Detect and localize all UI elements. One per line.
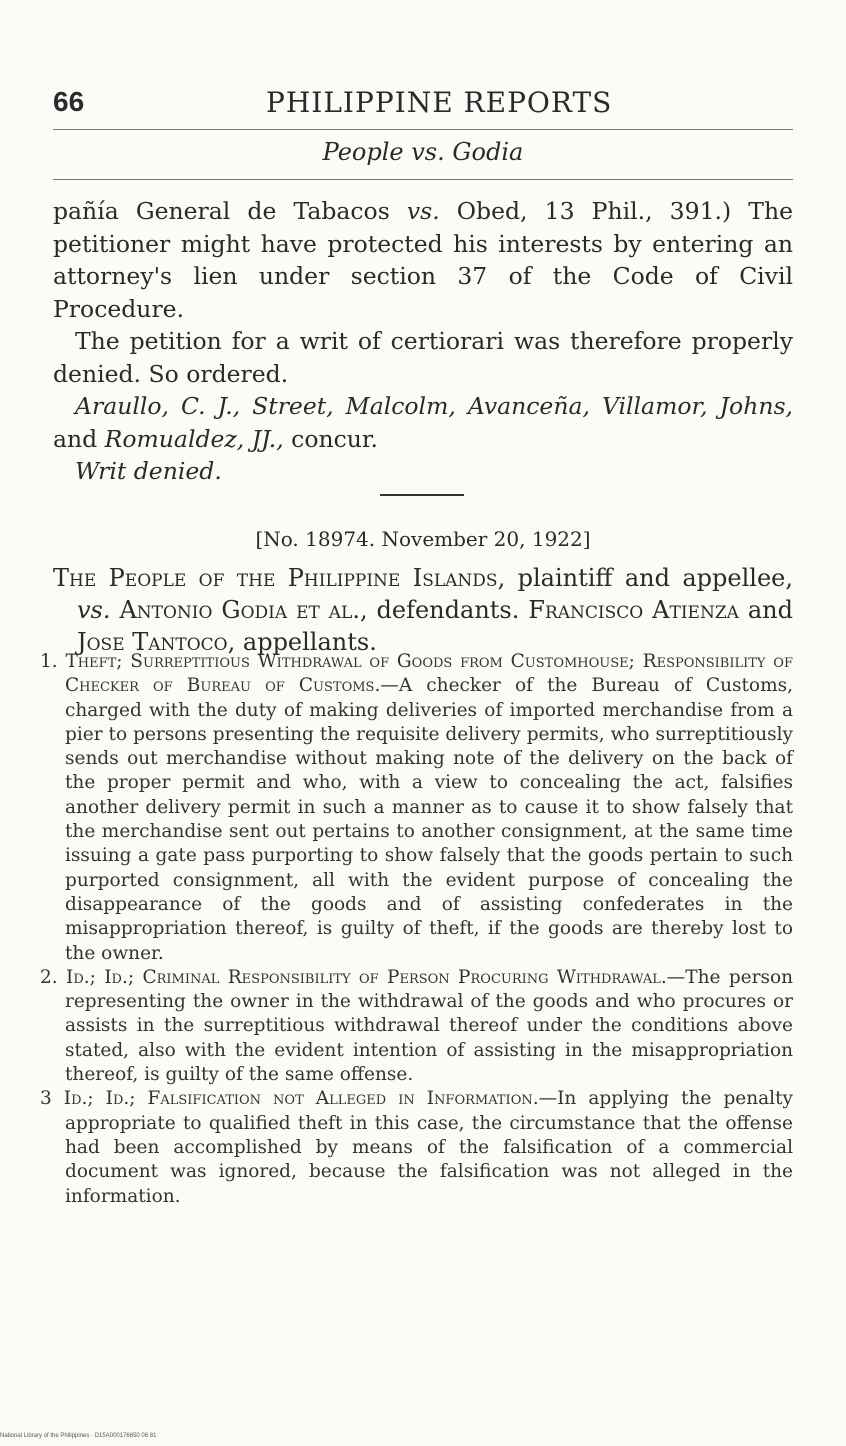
title-rule xyxy=(53,179,793,180)
case-parties: The People of the Philippine Islands, plaintiff and appellee, vs. Antonio Godia et al., defendants. Francisco Atienza and Jose Tantoco, appellants. xyxy=(53,564,793,656)
syllabus-item: 3 Id.; Id.; Falsification not Alleged in Information.—In applying the penalty appropriate to qualified theft in this case, the circumstance that the offense had been accomplished by means of the falsification of a commercial document was ignored, because the falsification was not alleged in the information. xyxy=(40,1088,793,1207)
scan-footer: National Library of the Philippines · D15A000176650 08 81 xyxy=(0,1433,157,1439)
case-title: People vs. Godia xyxy=(322,138,524,166)
page-header xyxy=(53,82,793,122)
section-divider xyxy=(380,494,464,496)
opinion-continuation xyxy=(53,195,793,488)
result-line: Writ denied. xyxy=(75,457,222,485)
running-title: PHILIPPINE REPORTS xyxy=(266,86,613,119)
docket-number: [No. 18974. November 20, 1922] xyxy=(255,527,591,551)
disposition-paragraph: The petition for a writ of certiorari was therefore properly denied. So ordered. xyxy=(53,327,793,388)
continuation-paragraph: pañía General de Tabacos vs. Obed, 13 Phil., 391.) The petitioner might have protected his interests by entering an attorney's lien under section 37 of the Code of Civil Procedure. xyxy=(53,197,793,323)
syllabus-item: 1. Theft; Surreptitious Withdrawal of Goods from Customhouse; Responsibility of Checker of Bureau of Customs.—A checker of the Bureau of Customs, charged with the duty of making deliveries of imported merchandise from a pier to persons presenting the requisite delivery permits, who surreptitiously sends out merchandise without making note of the delivery on the back of the proper permit and who, with a view to concealing the act, falsifies another delivery permit in such a manner as to cause it to show falsely that the merchandise sent out pertains to another consignment, at the same time issuing a gate pass purporting to show falsely that the goods pertain to such purported consignment, all with the evident purpose of concealing the disappearance of the goods and of assisting confederates in the misappropriation thereof, is guilty of theft, if the goods are thereby lost to the owner. xyxy=(40,651,793,964)
concurrence-line: Araullo, C. J., Street, Malcolm, Avanceña, Villamor, Johns, and Romualdez, JJ., concur. xyxy=(53,392,793,453)
page-number: 66 xyxy=(53,86,85,117)
header-rule xyxy=(53,129,793,130)
syllabus-item: 2. Id.; Id.; Criminal Responsibility of Person Procuring Withdrawal.—The person representing the owner in the withdrawal of the goods and who procures or assists in the surreptitious withdrawal thereof under the conditions above stated, also with the evident intention of assisting in the misappropriation thereof, is guilty of the same offense. xyxy=(40,966,794,1086)
syllabus xyxy=(20,650,793,1209)
